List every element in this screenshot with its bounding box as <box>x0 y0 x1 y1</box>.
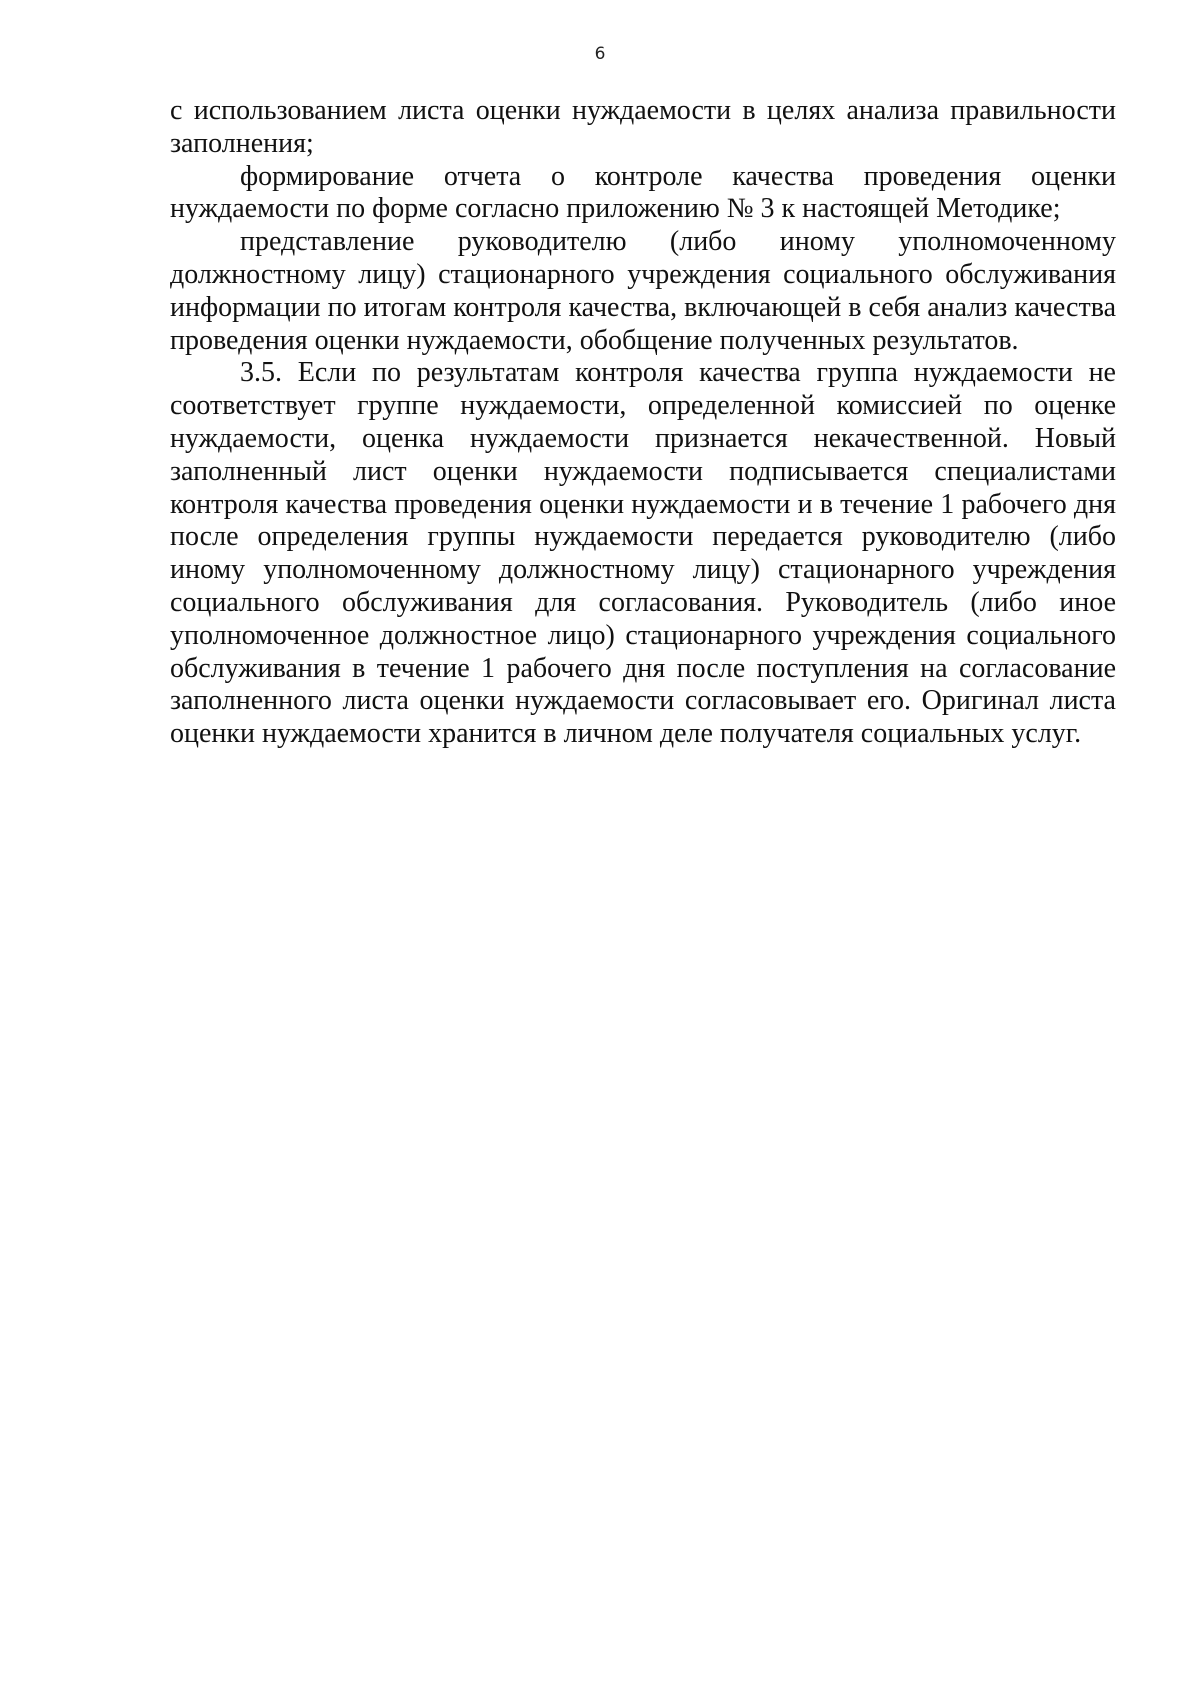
document-body <box>170 95 1116 751</box>
paragraph-information-submission: представление руководителю (либо иному уполномоченному должностному лицу) стационарного учреждения социального обслуживания информации по итогам контроля качества, включающей в себя анализ качества проведения оценки нуждаемости, обобщение полученных результатов. <box>170 226 1116 356</box>
paragraph-continuation: с использованием листа оценки нуждаемости в целях анализа правильности заполнения; <box>170 95 1116 159</box>
page-number: 6 <box>594 44 606 64</box>
paragraph-report-formation: формирование отчета о контроле качества проведения оценки нуждаемости по форме согласно приложению № 3 к настоящей Методике; <box>170 160 1116 225</box>
paragraph-section-3-5: 3.5. Если по результатам контроля качества группа нуждаемости не соответствует группе нуждаемости, определенной комиссией по оценке нуждаемости, оценка нуждаемости признается некачественной. Новый заполненный лист оценки нуждаемости подписывается специалистами контроля качества проведения оценки нуждаемости и в течение 1 рабочего дня после определения группы нуждаемости передается руководителю (либо иному уполномоченному должностному лицу) стационарного учреждения социального обслуживания для согласования. Руководитель (либо иное уполномоченное должностное лицо) стационарного учреждения социального обслуживания в течение 1 рабочего дня после поступления на согласование заполненного листа оценки нуждаемости согласовывает его. Оригинал листа оценки нуждаемости хранится в личном деле получателя социальных услуг. <box>170 357 1116 750</box>
